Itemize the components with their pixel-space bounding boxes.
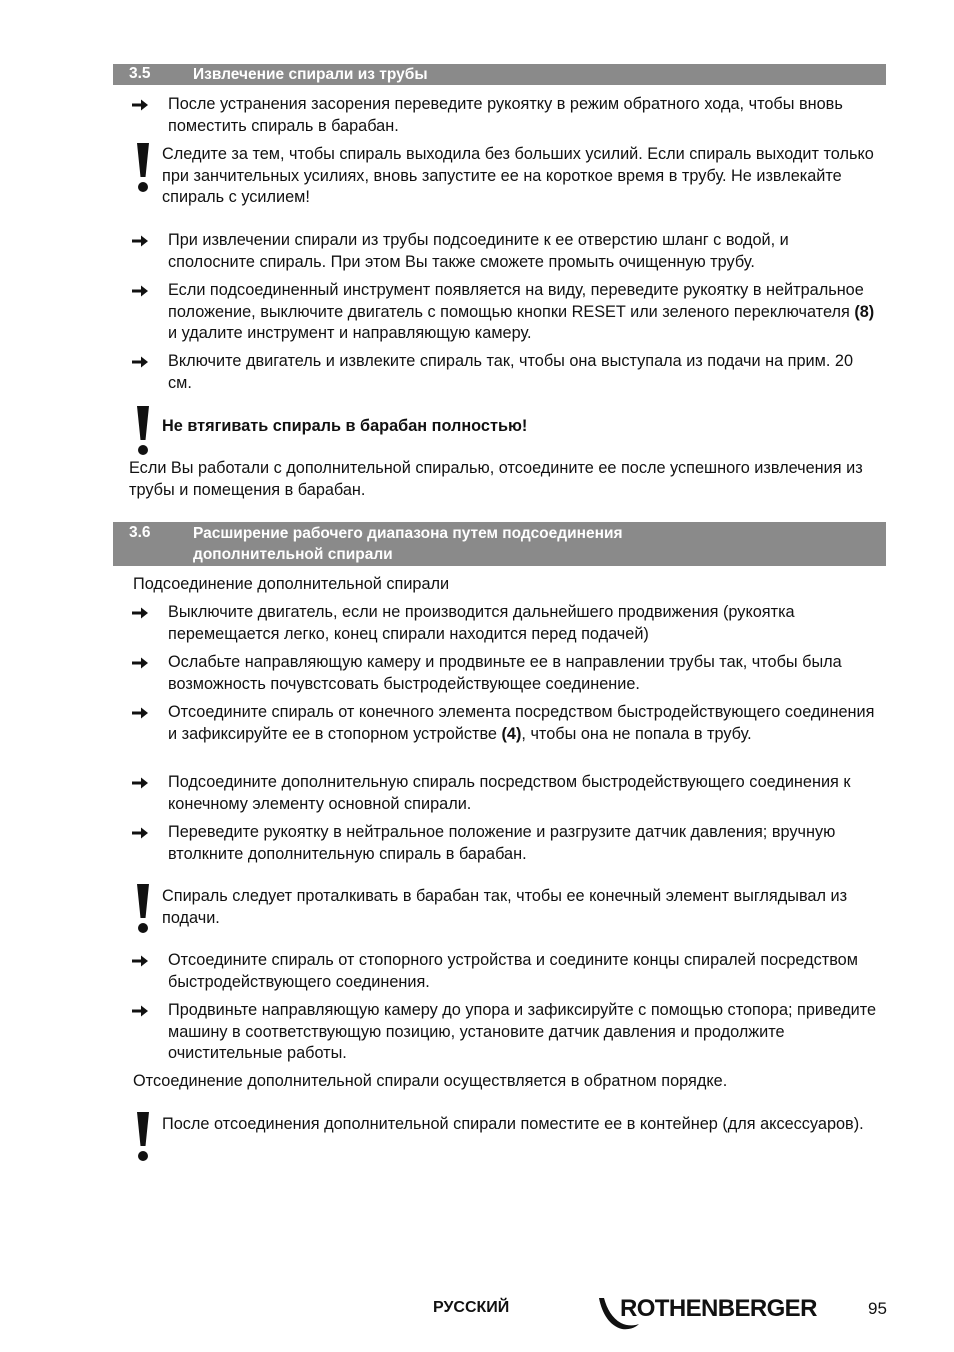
page-number: 95 [868,1299,887,1318]
exclamation-icon [135,1112,151,1162]
bullet-text: После устранения засорения переведите рукоятку в режим обратного хода, чтобы вновь поместить спираль в барабан. [168,95,843,135]
arrow-right-icon [131,234,149,248]
section-title: дополнительной спирали [193,546,393,563]
note-text: После отсоединения дополнительной спирали поместите ее в контейнер (для аксессуаров). [162,1115,864,1133]
note-text: Спираль следует проталкивать в барабан так, чтобы ее конечный элемент выглядывал из подачи. [162,887,848,927]
bullet-text: При извлечении спирали из трубы подсоедините к ее отверстию шланг с водой, и сполосните спираль. При этом Вы также сможете промыть очищенную трубу. [168,231,789,271]
exclamation-icon [135,143,151,193]
bullet-text-part: Отсоедините спираль от конечного элемента посредством быстродействующего соединения и зафиксируйте ее в стопорном устройстве [168,703,875,743]
arrow-right-icon [131,606,149,620]
bullet-text: Продвиньте направляющую камеру до упора и зафиксируйте с помощью стопора; приведите машину в соответствующую позицию, установите датчик давления и продолжите очистительные работы. [168,1001,877,1062]
arrow-right-icon [131,656,149,670]
section-header-3-6 [113,522,886,566]
brand-name: ROTHENBERGER [620,1295,817,1322]
arrow-right-icon [131,98,149,112]
note-text: Следите за тем, чтобы спираль выходила без больших усилий. Если спираль выходит только при занчительных усилиях, вновь запустите ее на короткое время в трубу. Не извлекайте спираль с усилием! [162,145,874,206]
bullet-text [168,280,880,345]
bullet-text [168,702,880,745]
bullet-text: Ослабьте направляющую камеру и продвиньте ее в направлении трубы так, чтобы была возможность почувстсовать быстродействующее соединение. [168,653,842,693]
bullet-text-part: Если подсоединенный инструмент появляется на виду, переведите рукоятку в нейтральное положение, выключите двигатель с помощью кнопки RESET или зеленого переключателя [168,281,864,321]
brand-logo [596,1294,836,1332]
subheading: Подсоединение дополнительной спирали [133,575,450,593]
arrow-right-icon [131,826,149,840]
exclamation-icon [135,406,151,456]
bullet-text: Подсоедините дополнительную спираль посредством быстродействующего соединения к конечному элементу основной спирали. [168,773,851,813]
arrow-right-icon [131,776,149,790]
section-title: Расширение рабочего диапазона путем подсоединения [193,525,623,542]
bullet-text: Отсоедините спираль от стопорного устройства и соедините концы спиралей посредством быстродействующего соединения. [168,951,858,991]
bullet-text: Включите двигатель и извлеките спираль так, чтобы она выступала из подачи на прим. 20 см. [168,352,853,392]
bullet-text: Выключите двигатель, если не производится дальнейшего продвижения (рукоятка перемещается легко, конец спирали находится перед подачей) [168,603,795,643]
footer-language: РУССКИЙ [433,1299,510,1316]
arrow-right-icon [131,284,149,298]
bullet-text-part: , чтобы она не попала в трубу. [521,724,752,743]
paragraph: Если Вы работали с дополнительной спиралью, отсоедините ее после успешного извлечения из трубы и помещения в барабан. [129,459,863,499]
bullet-text-part: и удалите инструмент и направляющую камеру. [168,324,532,342]
figure-reference: (8) [854,302,875,321]
exclamation-icon [135,884,151,934]
warning-text: Не втягивать спираль в барабан полностью! [162,417,528,435]
section-header-3-5 [113,64,886,85]
arrow-right-icon [131,1004,149,1018]
arrow-right-icon [131,954,149,968]
section-title: Извлечение спирали из трубы [193,66,428,83]
section-number: 3.5 [129,65,151,82]
figure-reference: (4) [501,724,522,743]
arrow-right-icon [131,355,149,369]
section-number: 3.6 [129,524,151,541]
bullet-text: Переведите рукоятку в нейтральное положение и разгрузите датчик давления; вручную втолкните дополнительную спираль в барабан. [168,823,836,863]
paragraph: Отсоединение дополнительной спирали осуществляется в обратном порядке. [133,1072,728,1090]
arrow-right-icon [131,706,149,720]
